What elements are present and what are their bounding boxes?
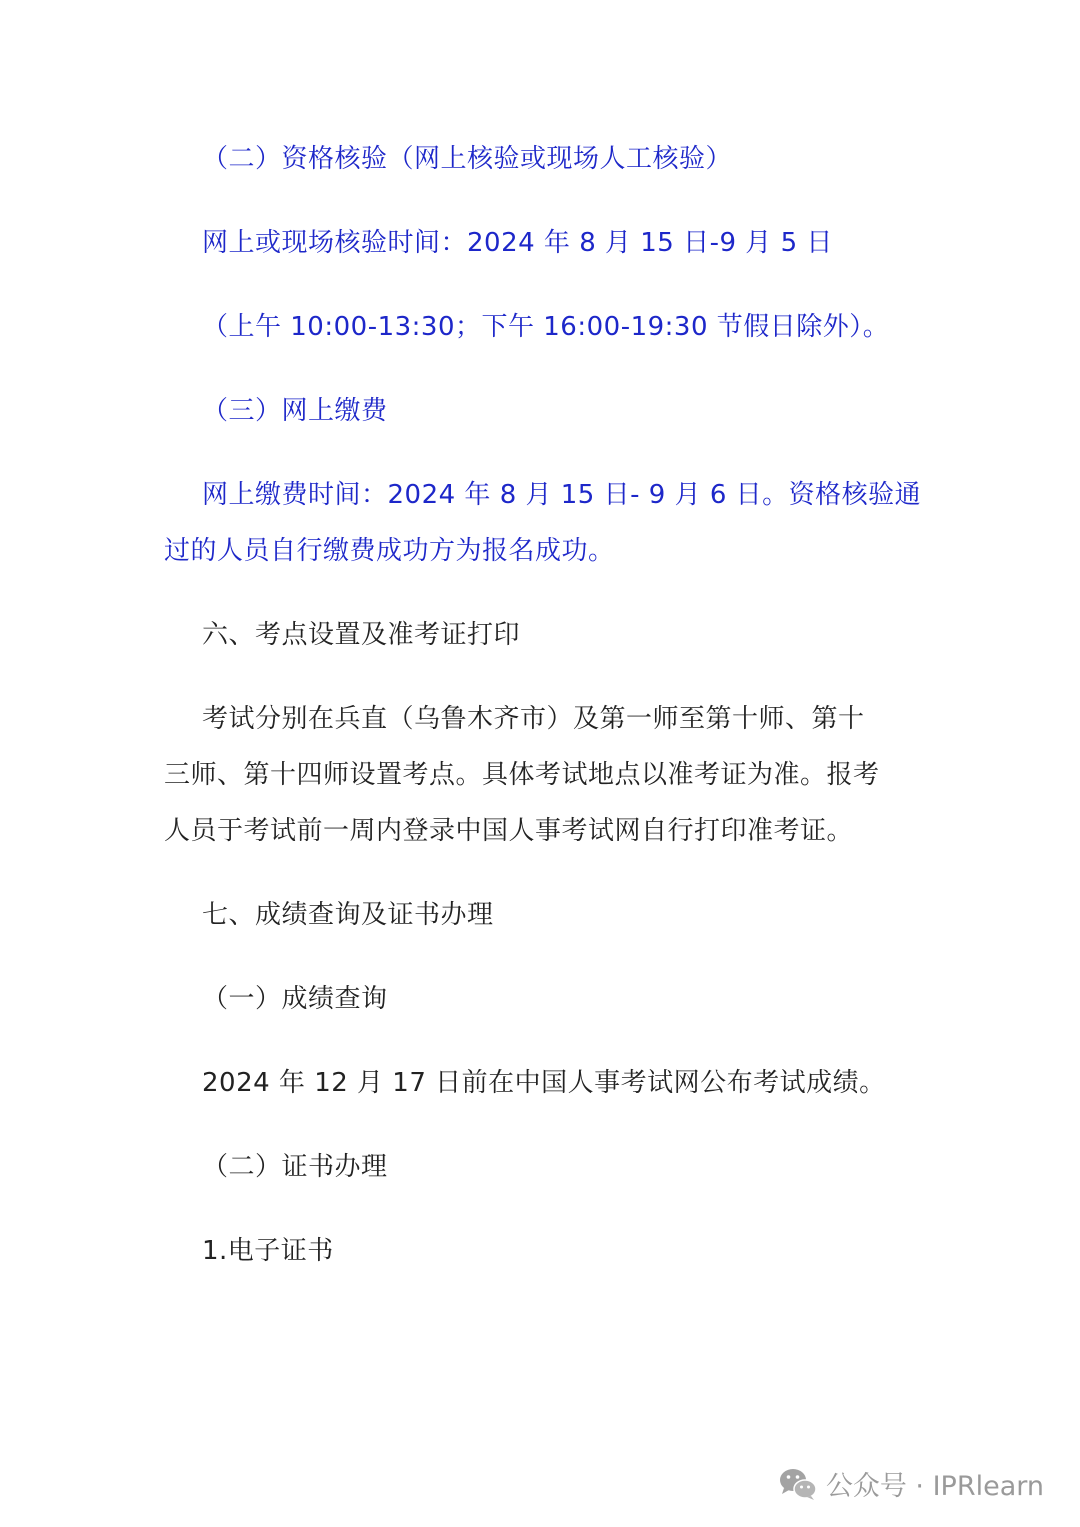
score-query-text: 2024 年 12 月 17 日前在中国人事考试网公布考试成绩。	[202, 1068, 886, 1098]
verification-hours: （上午 10:00-13:30；下午 16:00-19:30 节假日除外）。	[202, 312, 890, 342]
section-6-line-2: 三师、第十四师设置考点。具体考试地点以准考证为准。报考	[164, 760, 880, 790]
certificate-heading: （二）证书办理	[202, 1152, 388, 1182]
verification-heading: （二）资格核验（网上核验或现场人工核验）	[202, 144, 733, 174]
payment-heading: （三）网上缴费	[202, 396, 388, 426]
verification-time: 网上或现场核验时间：2024 年 8 月 15 日-9 月 5 日	[202, 228, 833, 258]
score-query-heading: （一）成绩查询	[202, 984, 388, 1014]
section-7-heading: 七、成绩查询及证书办理	[202, 900, 494, 930]
section-6-line-1: 考试分别在兵直（乌鲁木齐市）及第一师至第十师、第十	[202, 704, 865, 734]
watermark-text: 公众号 · IPRlearn	[825, 1471, 1044, 1502]
section-6-heading: 六、考点设置及准考证打印	[202, 620, 521, 650]
wechat-icon	[778, 1466, 818, 1502]
wechat-watermark	[778, 1464, 1044, 1503]
payment-line-2: 过的人员自行缴费成功方为报名成功。	[164, 536, 615, 566]
section-6-line-3: 人员于考试前一周内登录中国人事考试网自行打印准考证。	[164, 816, 854, 846]
payment-line-1: 网上缴费时间：2024 年 8 月 15 日- 9 月 6 日。资格核验通	[202, 480, 922, 510]
electronic-certificate-item: 1.电子证书	[202, 1236, 334, 1266]
